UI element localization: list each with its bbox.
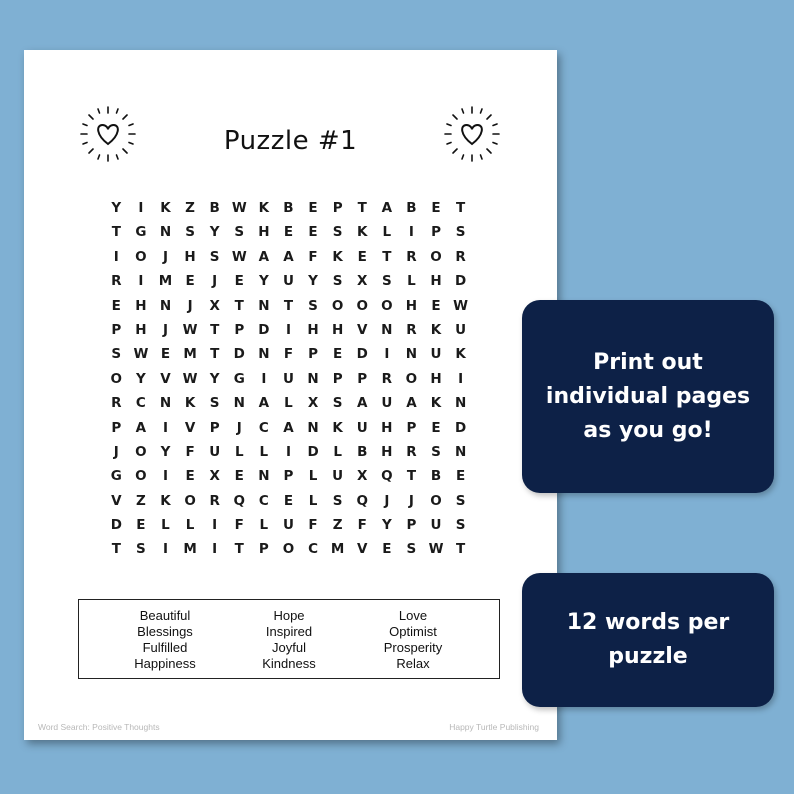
- callout-line: 12 words per: [566, 610, 730, 635]
- grid-letter: E: [136, 517, 146, 534]
- callout-line: Print out: [593, 349, 703, 375]
- grid-letter: S: [234, 224, 245, 241]
- grid-letter: Y: [136, 370, 146, 387]
- grid-letter: Z: [135, 492, 146, 509]
- grid-letter: E: [382, 541, 392, 558]
- grid-letter: Y: [160, 443, 171, 460]
- grid-letter: A: [258, 248, 270, 265]
- grid-letter: U: [356, 419, 368, 436]
- grid-letter: P: [209, 419, 220, 436]
- grid-letter: S: [332, 492, 343, 509]
- grid-letter: L: [407, 273, 416, 290]
- grid-letter: I: [162, 541, 168, 558]
- grid-letter: F: [283, 346, 294, 363]
- grid-letter: O: [135, 468, 147, 485]
- grid-letter: J: [162, 248, 168, 265]
- grid-letter: S: [406, 541, 417, 558]
- grid-letter: C: [258, 492, 269, 509]
- grid-letter: L: [308, 492, 318, 509]
- grid-letter: O: [110, 370, 123, 387]
- grid-letter: E: [185, 468, 195, 485]
- grid-letter: I: [285, 321, 291, 338]
- grid-letter: G: [110, 468, 122, 485]
- grid-letter: E: [234, 468, 244, 485]
- grid-letter: D: [258, 321, 270, 338]
- grid-letter: T: [406, 468, 417, 485]
- grid-letter: K: [184, 395, 196, 412]
- word-list-item: Optimist: [389, 624, 437, 639]
- grid-letter: M: [183, 346, 197, 363]
- grid-letter: H: [135, 297, 147, 314]
- grid-letter: J: [236, 419, 242, 436]
- grid-letter: D: [455, 273, 467, 290]
- grid-letter: S: [455, 492, 466, 509]
- grid-letter: N: [307, 419, 319, 436]
- grid-letter: N: [258, 346, 270, 363]
- grid-letter: Y: [111, 200, 122, 216]
- grid-letter: O: [282, 541, 295, 558]
- grid-letter: P: [234, 321, 245, 338]
- grid-letter: C: [308, 541, 318, 558]
- word-column: [229, 608, 349, 678]
- grid-letter: E: [431, 200, 441, 216]
- grid-letter: P: [111, 419, 122, 436]
- grid-letter: N: [454, 443, 467, 460]
- grid-letter: N: [454, 395, 467, 412]
- grid-letter: X: [357, 468, 368, 485]
- grid-letter: L: [382, 224, 392, 241]
- word-list-item: Kindness: [262, 656, 316, 671]
- grid-letter: O: [135, 248, 147, 265]
- grid-letter: V: [160, 370, 171, 387]
- grid-letter: O: [381, 297, 393, 314]
- grid-letter: E: [357, 248, 367, 265]
- grid-letter: S: [136, 541, 146, 558]
- grid-letter: W: [133, 346, 149, 363]
- grid-letter: L: [308, 468, 318, 485]
- grid-letter: X: [209, 297, 220, 314]
- grid-letter: T: [111, 541, 121, 558]
- grid-letter: T: [283, 297, 294, 314]
- grid-letter: K: [357, 224, 368, 241]
- grid-letter: S: [332, 273, 343, 290]
- word-list-item: Love: [398, 608, 428, 623]
- grid-letter: T: [210, 321, 220, 338]
- grid-letter: X: [209, 468, 220, 485]
- grid-letter: O: [356, 297, 368, 314]
- grid-letter: A: [357, 395, 368, 412]
- grid-letter: I: [384, 346, 390, 363]
- word-list-item: Hope: [273, 608, 305, 623]
- grid-letter: E: [160, 346, 171, 363]
- grid-letter: I: [212, 541, 218, 558]
- grid-letter: R: [455, 248, 466, 265]
- grid-letter: O: [430, 492, 442, 509]
- grid-letter: S: [431, 443, 441, 460]
- grid-letter: I: [261, 370, 267, 387]
- grid-letter: W: [428, 541, 444, 558]
- grid-letter: D: [455, 419, 467, 436]
- grid-letter: Y: [258, 273, 269, 290]
- grid-letter: B: [430, 468, 442, 485]
- grid-letter: I: [408, 224, 414, 241]
- grid-letter: P: [431, 224, 441, 241]
- grid-letter: Q: [381, 468, 393, 485]
- grid-letter: G: [135, 224, 147, 241]
- grid-letter: X: [357, 273, 368, 290]
- grid-letter: F: [308, 517, 318, 534]
- grid-letter: S: [455, 517, 466, 534]
- grid-letter: Y: [209, 224, 220, 241]
- grid-letter: N: [258, 468, 270, 485]
- grid-letter: K: [258, 200, 270, 216]
- grid-letter: S: [209, 248, 220, 265]
- grid-letter: G: [233, 370, 245, 387]
- letter-grid: [104, 196, 473, 562]
- grid-letter: N: [159, 224, 172, 241]
- grid-letter: Q: [233, 492, 245, 509]
- grid-letter: I: [162, 419, 168, 436]
- grid-letter: S: [111, 346, 122, 363]
- grid-letter: E: [333, 346, 343, 363]
- grid-letter: I: [113, 248, 119, 265]
- grid-letter: H: [331, 321, 344, 338]
- grid-letter: N: [159, 297, 172, 314]
- grid-letter: E: [308, 200, 318, 216]
- grid-letter: R: [111, 273, 122, 290]
- grid-letter: L: [161, 517, 170, 534]
- grid-letter: S: [381, 273, 392, 290]
- grid-letter: O: [135, 443, 147, 460]
- grid-letter: U: [455, 321, 467, 338]
- grid-letter: W: [231, 200, 247, 216]
- grid-letter: D: [307, 443, 319, 460]
- grid-letter: E: [234, 273, 244, 290]
- word-list-item: Joyful: [272, 640, 306, 655]
- word-list-item: Inspired: [265, 624, 313, 639]
- grid-letter: J: [384, 492, 390, 509]
- grid-letter: D: [233, 346, 245, 363]
- grid-letter: U: [209, 443, 221, 460]
- grid-letter: H: [307, 321, 319, 338]
- grid-letter: T: [210, 346, 220, 363]
- grid-letter: R: [381, 370, 393, 387]
- callout-print-pages: [522, 300, 774, 493]
- grid-letter: T: [357, 200, 367, 216]
- grid-letter: Y: [381, 517, 392, 534]
- word-list: [78, 599, 500, 679]
- grid-letter: E: [431, 419, 441, 436]
- grid-letter: R: [406, 443, 417, 460]
- grid-letter: N: [381, 321, 393, 338]
- grid-letter: O: [331, 297, 344, 314]
- grid-letter: I: [162, 468, 168, 485]
- grid-letter: V: [357, 321, 368, 338]
- grid-letter: H: [381, 419, 393, 436]
- footer-publisher: Happy Turtle Publishing: [449, 722, 539, 732]
- grid-letter: T: [456, 541, 466, 558]
- grid-letter: R: [406, 248, 417, 265]
- word-list-item: Happiness: [134, 656, 196, 671]
- grid-letter: F: [185, 443, 195, 460]
- grid-letter: P: [308, 346, 318, 363]
- grid-letter: J: [187, 297, 193, 314]
- grid-letter: U: [381, 395, 393, 412]
- grid-letter: H: [184, 248, 196, 265]
- grid-letter: P: [406, 419, 417, 436]
- callout-line: individual pages: [545, 383, 751, 409]
- grid-letter: W: [182, 370, 198, 387]
- grid-letter: E: [185, 273, 195, 290]
- grid-letter: P: [258, 541, 269, 558]
- grid-letter: L: [259, 517, 269, 534]
- grid-letter: P: [111, 321, 122, 338]
- grid-letter: T: [111, 224, 121, 241]
- callout-words-per-puzzle: [522, 573, 774, 707]
- footer-series-title: Word Search: Positive Thoughts: [38, 722, 160, 732]
- word-list-item: Fulfilled: [142, 640, 188, 655]
- word-column: [353, 608, 473, 678]
- grid-letter: A: [381, 200, 393, 216]
- grid-letter: P: [332, 370, 343, 387]
- grid-letter: J: [212, 273, 218, 290]
- grid-letter: L: [284, 395, 293, 412]
- grid-letter: J: [408, 492, 414, 509]
- grid-letter: V: [111, 492, 122, 509]
- grid-letter: T: [456, 200, 466, 216]
- grid-letter: H: [381, 443, 393, 460]
- grid-letter: T: [382, 248, 392, 265]
- grid-letter: N: [258, 297, 270, 314]
- grid-letter: M: [183, 541, 197, 558]
- grid-letter: M: [330, 541, 345, 558]
- grid-letter: A: [283, 419, 294, 436]
- grid-letter: B: [283, 200, 294, 216]
- grid-letter: M: [158, 273, 173, 290]
- callout-line: puzzle: [608, 644, 688, 669]
- grid-letter: S: [455, 224, 466, 241]
- grid-letter: F: [308, 248, 318, 265]
- grid-letter: A: [406, 395, 417, 412]
- grid-letter: P: [283, 468, 294, 485]
- grid-letter: L: [259, 443, 269, 460]
- grid-letter: H: [430, 273, 442, 290]
- grid-letter: S: [185, 224, 195, 241]
- grid-letter: B: [406, 200, 417, 216]
- grid-letter: E: [308, 224, 318, 241]
- grid-letter: Q: [356, 492, 368, 509]
- grid-letter: U: [282, 517, 294, 534]
- grid-letter: O: [184, 492, 196, 509]
- grid-letter: F: [357, 517, 367, 534]
- grid-letter: L: [333, 443, 342, 460]
- grid-letter: R: [209, 492, 220, 509]
- grid-letter: D: [110, 517, 122, 534]
- grid-letter: H: [405, 297, 418, 314]
- grid-letter: C: [135, 395, 146, 412]
- grid-letter: W: [231, 248, 247, 265]
- grid-letter: P: [332, 200, 343, 216]
- grid-letter: U: [282, 370, 294, 387]
- grid-letter: O: [405, 370, 418, 387]
- grid-letter: E: [283, 224, 294, 241]
- grid-letter: Z: [185, 200, 195, 216]
- grid-letter: P: [357, 370, 368, 387]
- grid-letter: N: [233, 395, 245, 412]
- grid-letter: I: [212, 517, 218, 534]
- grid-letter: L: [185, 517, 195, 534]
- word-list-item: Prosperity: [383, 640, 443, 655]
- grid-letter: W: [453, 297, 469, 314]
- grid-letter: W: [182, 321, 198, 338]
- grid-letter: D: [356, 346, 368, 363]
- grid-letter: I: [138, 273, 144, 290]
- grid-letter: Y: [308, 273, 318, 290]
- grid-letter: E: [455, 468, 466, 485]
- grid-letter: A: [283, 248, 294, 265]
- grid-letter: R: [406, 321, 417, 338]
- grid-letter: E: [283, 492, 294, 509]
- grid-letter: R: [111, 395, 122, 412]
- grid-letter: K: [332, 419, 343, 436]
- grid-letter: K: [160, 200, 171, 216]
- grid-letter: N: [405, 346, 418, 363]
- grid-letter: L: [234, 443, 244, 460]
- grid-letter: I: [458, 370, 464, 387]
- grid-letter: K: [455, 346, 466, 363]
- grid-letter: T: [234, 541, 244, 558]
- grid-letter: A: [258, 395, 270, 412]
- grid-letter: B: [209, 200, 220, 216]
- word-list-item: Relax: [396, 656, 430, 671]
- word-list-item: Blessings: [137, 624, 193, 639]
- grid-letter: V: [184, 419, 196, 436]
- grid-letter: S: [209, 395, 220, 412]
- grid-letter: P: [406, 517, 417, 534]
- grid-letter: Y: [209, 370, 220, 387]
- grid-letter: X: [307, 395, 319, 412]
- grid-letter: S: [308, 297, 318, 314]
- page-title: Puzzle #1: [223, 126, 358, 156]
- grid-letter: J: [162, 321, 168, 338]
- grid-letter: B: [357, 443, 368, 460]
- word-list-item: Beautiful: [139, 608, 191, 623]
- grid-letter: U: [430, 346, 442, 363]
- grid-letter: I: [285, 443, 291, 460]
- grid-letter: K: [430, 395, 442, 412]
- grid-letter: J: [113, 443, 119, 460]
- grid-letter: H: [258, 224, 270, 241]
- grid-letter: H: [135, 321, 147, 338]
- grid-letter: K: [430, 321, 442, 338]
- grid-letter: S: [332, 395, 343, 412]
- grid-letter: E: [431, 297, 441, 314]
- grid-letter: H: [430, 370, 442, 387]
- grid-letter: S: [332, 224, 343, 241]
- grid-letter: N: [159, 395, 172, 412]
- grid-letter: I: [138, 200, 144, 216]
- grid-letter: O: [430, 248, 442, 265]
- grid-letter: U: [430, 517, 442, 534]
- grid-letter: U: [332, 468, 344, 485]
- word-column: [105, 608, 225, 678]
- grid-letter: K: [332, 248, 343, 265]
- grid-letter: N: [307, 370, 319, 387]
- callout-line: as you go!: [583, 417, 713, 443]
- grid-letter: E: [111, 297, 121, 314]
- grid-letter: C: [258, 419, 269, 436]
- puzzle-page: [24, 50, 557, 740]
- grid-letter: U: [282, 273, 294, 290]
- grid-letter: K: [160, 492, 171, 509]
- grid-letter: A: [135, 419, 147, 436]
- grid-letter: Z: [332, 517, 343, 534]
- grid-letter: V: [357, 541, 368, 558]
- grid-letter: F: [234, 517, 244, 534]
- grid-letter: T: [234, 297, 244, 314]
